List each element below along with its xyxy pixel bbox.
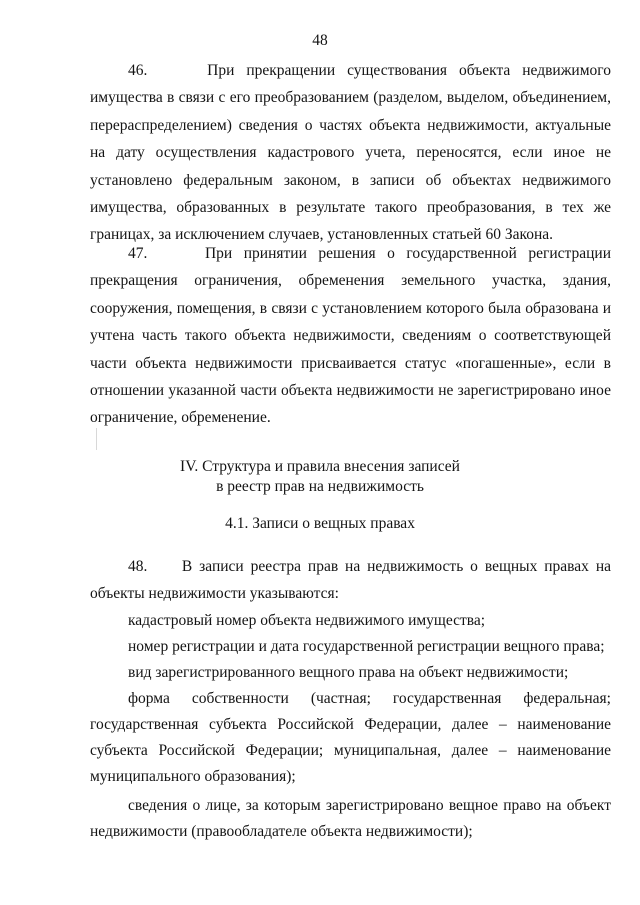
section-heading	[0, 457, 640, 497]
subsection-heading: 4.1. Записи о вещных правах	[225, 515, 415, 532]
section-heading-line-2: в реестр прав на недвижимость	[216, 478, 424, 495]
list-item-registration-number: номер регистрации и дата государственной регистрации вещного права;	[128, 638, 605, 655]
list-item-right-type: вид зарегистрированного вещного права на объект недвижимости;	[128, 664, 569, 681]
paragraph-47: 47. При принятии решения о государственной регистрации прекращения ограничения, обременения земельного участка, здания, сооружения, помещения, в связи с установлением которого была образована и учтена часть такого объекта недвижимости, сведениям о соответствующей части объекта недвижимости присваивается статус «погашенные», если в отношении указанной части объекта недвижимости не зарегистрировано иное ограничение, обременение.	[90, 245, 611, 427]
paragraph-46: 46. При прекращении существования объекта недвижимого имущества в связи с его преобразованием (разделом, выделом, объединением, перераспределением) сведения о частях объекта недвижимости, актуальные на дату осуществления кадастрового учета, переносятся, если иное не установлено федеральным законом, в записи об объектах недвижимого имущества, образованных в результате такого преобразования, в тех же границах, за исключением случаев, установленных статьей 60 Закона.	[90, 62, 611, 244]
list-item-ownership-form: форма собственности (частная; государственная федеральная; государственная субъекта Российской Федерации, далее – наименование субъекта Российской Федерации; муниципальная, далее – наименование муниципального образования);	[90, 690, 611, 785]
page-number: 48	[312, 32, 328, 49]
list-item-right-holder: сведения о лице, за которым зарегистрировано вещное право на объект недвижимости (правообладателе объекта недвижимости);	[90, 797, 611, 840]
scan-margin-mark	[96, 428, 97, 450]
paragraph-48-intro: 48. В записи реестра прав на недвижимость о вещных правах на объекты недвижимости указываются:	[90, 558, 611, 603]
section-heading-line-1: IV. Структура и правила внесения записей	[180, 458, 460, 475]
list-item-cadastral-number: кадастровый номер объекта недвижимого имущества;	[128, 612, 486, 629]
